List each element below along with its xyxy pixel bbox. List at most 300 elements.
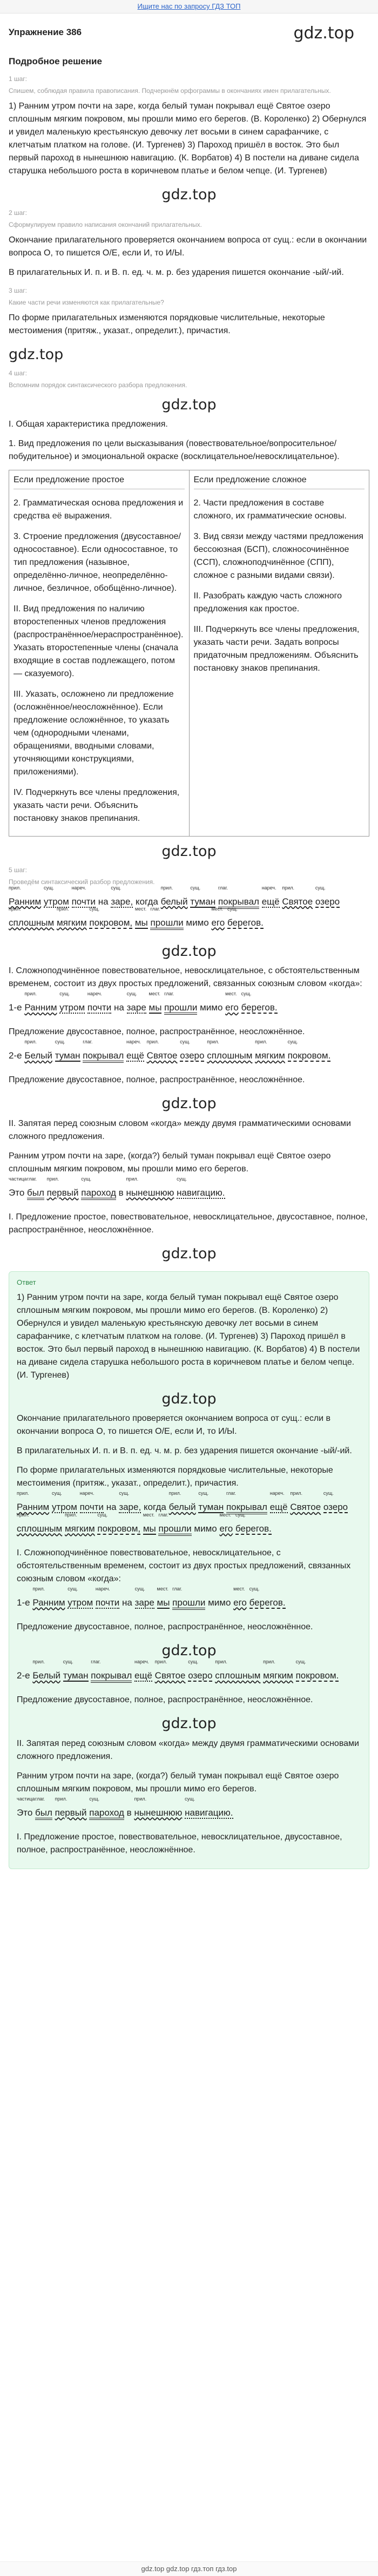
word-text: утром — [68, 1597, 93, 1608]
parsed-word — [24, 1039, 52, 1066]
word-text: покрывал — [226, 1502, 267, 1514]
word-text: берегов. — [227, 917, 264, 928]
word-text: его — [219, 1523, 233, 1534]
part-of-speech-tag: прил. — [263, 1659, 275, 1665]
part-of-speech-tag: глаг. — [164, 991, 174, 997]
word-text: белый — [168, 1502, 196, 1513]
parsed-word — [9, 906, 55, 933]
parsed-word — [46, 1176, 79, 1203]
step1-text: 1) Ранним утром почти на заре, когда белый туман покрывал ещё Святое озеро сплошным мягким покровом, мы прошли мимо его берегов. (В. Короленко) 2) Обернулся и увидел маленькую крестьянскую девочку лет восьми в синем сарафанчике, с клетчатым платком на голове. (И. Тургенев) 3) Пароход пришёл в восток. Это был первый пароход в нынешнюю навигацию. (К. Ворбатов) 4) В постели на диване сидела старушка небольшого роста в коричневом платье и белом чепце. (И. Тургенев) — [9, 101, 367, 176]
watermark: gdz.top — [293, 24, 354, 43]
parsed-word — [126, 1176, 174, 1203]
answer-text: Ранним утром почти на заре, (когда?) белый туман покрывал ещё Святое озеро сплошным мягким покровом, мы прошли мимо его берегов. — [17, 1771, 339, 1793]
column-items — [14, 497, 185, 825]
word-text: на — [98, 896, 109, 907]
word-text: туман — [198, 1502, 224, 1513]
column-item: III. Подчеркнуть все члены предложения, указать части речи. Задать вопросы придаточным предложениям. Объяснить постановку знаков препинания. — [193, 625, 360, 673]
part-of-speech-tag: сущ. — [295, 1659, 306, 1665]
part-of-speech-tag: мест. — [225, 991, 237, 997]
parsed-word — [97, 1512, 141, 1539]
parsed-word — [249, 1586, 286, 1613]
part-of-speech-tag: глаг. — [172, 1586, 183, 1592]
word-text: туман — [63, 1670, 89, 1681]
word-text: пароход — [81, 1188, 116, 1200]
part-of-speech-tag: сущ. — [198, 1491, 209, 1496]
parsed-word — [194, 1518, 217, 1539]
part-of-speech-tag: прил. — [55, 1796, 68, 1802]
parsed-word — [106, 1496, 117, 1518]
part-of-speech-tag: глаг. — [27, 1176, 37, 1182]
part-of-speech-tag: прил. — [160, 885, 173, 891]
word-text: ещё — [134, 1670, 152, 1681]
parsed-word — [261, 885, 280, 912]
word-text: покрывал — [83, 1050, 124, 1063]
part-number: 1-е — [9, 1002, 22, 1013]
word-text: Ранним — [17, 1502, 50, 1513]
word-text: утром — [43, 896, 69, 907]
part-of-speech-tag: мест. — [134, 906, 147, 912]
word-text: навигацию. — [177, 1187, 225, 1198]
part-of-speech-tag: нареч. — [71, 885, 86, 891]
parsed-word — [35, 1796, 52, 1823]
parsed-word — [208, 1592, 231, 1613]
parsed-word — [56, 906, 87, 933]
part-of-speech-tag: прил. — [290, 1491, 302, 1496]
word-text: мы — [134, 917, 148, 928]
parsed-word — [226, 1491, 267, 1518]
word-text: был — [35, 1808, 52, 1820]
word-text: озеро — [180, 1050, 205, 1061]
word-text: Это — [17, 1807, 33, 1818]
parsed-word — [126, 1039, 144, 1066]
watermark: gdz.top — [161, 186, 217, 203]
part-of-speech-tag: сущ. — [89, 1796, 100, 1802]
word-text: нынешнюю — [134, 1807, 183, 1818]
word-text: почти — [95, 1597, 120, 1608]
word-text: почти — [79, 1502, 104, 1513]
answer-text: I. Сложноподчинённое повествовательное, невосклицательное, с обстоятельственным временем, состоит из двух простых предложений, связанных союзным словом «когда»: — [17, 1548, 351, 1583]
word-text: Святое — [154, 1670, 186, 1681]
parsed-word — [122, 1592, 132, 1613]
parsed-word — [126, 991, 146, 1018]
parsed-word — [164, 991, 198, 1018]
parsed-words — [24, 991, 278, 1013]
part-of-speech-tag: нареч. — [95, 1586, 110, 1592]
watermark: gdz.top — [161, 1715, 217, 1732]
part-of-speech-tag: сущ. — [241, 991, 252, 997]
part-of-speech-tag: мест. — [148, 991, 160, 997]
column-item: II. Разобрать каждую часть сложного предложения как простое. — [193, 591, 342, 613]
parsed-words — [32, 1659, 339, 1681]
word-text: Святое — [282, 896, 313, 907]
analysis-text: I. Предложение простое, повествовательное, невосклицательное, двусоставное, полное, распространённое, неосложнённое. — [9, 1212, 368, 1235]
part-of-speech-tag: сущ. — [185, 1796, 195, 1802]
parsed-word — [64, 1512, 95, 1539]
part-of-speech-tag: прил. — [146, 1039, 159, 1045]
word-text: покровом, — [89, 917, 133, 928]
parsed-word — [89, 906, 133, 933]
word-text: туман — [55, 1050, 80, 1061]
parsed-word — [17, 1512, 63, 1539]
word-text: сплошным — [9, 917, 55, 928]
word-text: ещё — [261, 896, 280, 907]
word-text: ещё — [269, 1502, 288, 1513]
step-label: 1 шаг: — [9, 75, 28, 83]
part-of-speech-tag: нареч. — [126, 1039, 141, 1045]
watermark: gdz.top — [161, 1390, 217, 1407]
parsed-word — [323, 1491, 348, 1518]
part-of-speech-tag: глаг. — [83, 1039, 93, 1045]
part-of-speech-tag: сущ. — [227, 906, 238, 912]
part-of-speech-tag: прил. — [32, 1659, 45, 1665]
column-item: 3. Строение предложения (двусоставное/односоставное). Если односоставное, то тип предложения (назывное, определённо-личное, неопределённо-личное, безличное, обобщённо-личное). — [14, 532, 181, 593]
parsed-word — [111, 885, 133, 912]
parsed-word — [114, 997, 124, 1018]
watermark: gdz.top — [161, 942, 217, 960]
word-text: Ранним — [24, 1002, 57, 1013]
word-text: Святое — [290, 1502, 321, 1513]
parsed-word — [227, 906, 264, 933]
word-text: его — [233, 1597, 247, 1608]
answer-text: I. Предложение простое, повествовательное, невосклицательное, двусоставное, полное, распространённое, неосложнённое. — [17, 1832, 342, 1855]
word-text: прошли — [158, 1523, 191, 1536]
step-hint: Вспомним порядок синтаксического разбора предложения. — [9, 381, 187, 389]
part-of-speech-tag: нареч. — [269, 1491, 285, 1496]
part-of-speech-tag: прил. — [56, 906, 69, 912]
word-text: в — [126, 1807, 132, 1818]
parsed-word — [32, 1659, 60, 1686]
parsed-part — [17, 1659, 361, 1686]
rule-text: По форме прилагательных изменяются порядковые числительные, некоторые местоимения (притяж., указат., определит.), причастия. — [9, 313, 325, 335]
word-text: мягким — [255, 1050, 285, 1061]
part-of-speech-tag: глаг. — [218, 885, 228, 891]
parse-order-text: I. Общая характеристика предложения. — [9, 420, 168, 429]
part-of-speech-tag: прил. — [9, 885, 21, 891]
word-text: озеро — [323, 1502, 348, 1513]
step-label: 4 шаг: — [9, 369, 28, 377]
part-of-speech-tag: глаг. — [226, 1491, 236, 1496]
parsed-word — [154, 1659, 186, 1686]
word-text: когда — [135, 896, 158, 907]
parsed-word — [185, 1796, 233, 1823]
column-heading: Если предложение простое — [14, 474, 185, 489]
parsed-word — [215, 1659, 261, 1686]
parsed-word — [290, 1491, 321, 1518]
parsed-word — [225, 991, 239, 1018]
word-text: нынешнюю — [126, 1187, 174, 1198]
word-text: мягким — [263, 1670, 293, 1681]
parsed-word — [211, 906, 225, 933]
word-text: берегов. — [241, 1002, 278, 1013]
analysis-text: Предложение двусоставное, полное, распространённое, неосложнённое. — [9, 1027, 305, 1037]
word-text: Ранним — [9, 896, 42, 907]
part-of-speech-tag: мест. — [157, 1586, 168, 1592]
word-text: сплошным — [17, 1523, 63, 1534]
word-text: первый — [55, 1807, 87, 1818]
answer-text: По форме прилагательных изменяются порядковые числительные, некоторые местоимения (притяж., указат., определит.), причастия. — [17, 1466, 333, 1488]
word-text: был — [27, 1188, 44, 1200]
part-of-speech-tag: сущ. — [315, 885, 326, 891]
word-text: на — [106, 1502, 117, 1513]
part-of-speech-tag: сущ. — [188, 1659, 199, 1665]
word-text: заре — [126, 1002, 146, 1013]
word-text: заре, — [119, 1502, 141, 1513]
simple-sentence-column — [9, 470, 189, 836]
part-of-speech-tag: сущ. — [89, 906, 100, 912]
step-label: 3 шаг: — [9, 287, 28, 294]
watermark: gdz.top — [161, 843, 217, 860]
word-text: Белый — [24, 1050, 52, 1061]
footer: gdz.top gdz.top гдз.топ гдз.top — [0, 2561, 378, 2576]
word-text: в — [118, 1187, 124, 1198]
word-text: первый — [46, 1187, 79, 1198]
word-text: ещё — [126, 1050, 144, 1061]
parsed-part — [9, 991, 369, 1018]
word-text: почти — [71, 896, 96, 907]
parsed-word — [269, 1491, 288, 1518]
parsed-word — [241, 991, 278, 1018]
search-hint-link[interactable]: Ищите нас по запросу ГДЗ ТОП — [137, 2, 241, 10]
word-text: Белый — [32, 1670, 60, 1681]
part-of-speech-tag: прил. — [24, 991, 37, 997]
step-label: 5 шаг: — [9, 866, 28, 874]
parsed-word — [235, 1512, 272, 1539]
part-of-speech-tag: сущ. — [97, 1512, 108, 1518]
part-of-speech-tag: глаг. — [158, 1512, 168, 1518]
column-item: 2. Грамматическая основа предложения и средства её выражения. — [14, 498, 184, 521]
part-of-speech-tag: прил. — [154, 1659, 167, 1665]
parsed-word — [233, 1586, 247, 1613]
watermark: gdz.top — [161, 1095, 217, 1112]
part-number: 1-е — [17, 1597, 30, 1608]
analysis-text: II. Запятая перед союзным словом «когда» между двумя грамматическими основами сложного предложения. — [9, 1118, 351, 1141]
part-of-speech-tag: прил. — [207, 1039, 219, 1045]
part-of-speech-tag: сущ. — [180, 1039, 191, 1045]
analysis-text: Ранним утром почти на заре, (когда?) белый туман покрывал ещё Святое озеро сплошным мягким покровом, мы прошли мимо его берегов. — [9, 1151, 331, 1174]
parsed-word — [81, 1176, 116, 1203]
part-of-speech-tag: сущ. — [323, 1491, 334, 1496]
word-text: мимо — [200, 1002, 223, 1013]
part-of-speech-tag: сущ. — [190, 885, 201, 891]
word-text: покровом. — [287, 1050, 331, 1061]
parsed-word — [9, 1176, 27, 1203]
parsed-word — [143, 1512, 156, 1539]
word-text: прошли — [150, 918, 183, 930]
parse-order-table — [9, 470, 369, 837]
answer-block — [9, 1271, 369, 1869]
part-of-speech-tag: прил. — [17, 1491, 29, 1496]
part-of-speech-tag: нареч. — [79, 1491, 94, 1496]
parse-order-text: 1. Вид предложения по цели высказывания (повествовательное/вопросительное/побудительное) и эмоциональной окраске (восклицательное/невосклицательное). — [9, 439, 340, 461]
column-item: IV. Подчеркнуть все члены предложения, указать части речи. Объяснить постановку знаков препинания. — [14, 788, 180, 823]
parsed-word — [157, 1586, 170, 1613]
word-text: на — [114, 1002, 124, 1013]
solution-title: Подробное решение — [9, 56, 102, 66]
word-text: мы — [148, 1002, 162, 1013]
word-text: утром — [51, 1502, 77, 1513]
column-item: II. Вид предложения по наличию второстепенных членов предложения (распространённое/нераспространённое). Указать второстепенные члены (сначала входящие в состав подлежащего, потом — сказуемого). — [14, 604, 184, 678]
column-heading: Если предложение сложное — [194, 474, 365, 489]
answer-text: Окончание прилагательного проверяется окончанием вопроса от сущ.: если в окончании вопроса О, то пишется О/Е, если И, то И/Ы. — [17, 1414, 331, 1437]
parsed-word — [17, 1796, 35, 1823]
part-of-speech-tag: сущ. — [287, 1039, 298, 1045]
part-of-speech-tag: прил. — [46, 1176, 59, 1182]
word-text: покрывал — [218, 896, 259, 909]
part-of-speech-tag: мест. — [219, 1512, 231, 1518]
parsed-word — [134, 1659, 152, 1686]
watermark: gdz.top — [161, 1245, 217, 1262]
parsed-sentence — [17, 1796, 361, 1823]
parsed-word — [263, 1659, 293, 1686]
parsed-word — [200, 997, 222, 1018]
part-of-speech-tag: прил. — [24, 1039, 37, 1045]
parsed-words — [24, 1039, 331, 1061]
parsed-sentence — [17, 1491, 361, 1539]
complex-sentence-column — [189, 470, 369, 836]
parsed-word — [148, 991, 162, 1018]
part-of-speech-tag: сущ. — [119, 1491, 130, 1496]
parsed-word — [32, 1586, 65, 1613]
step-label: 2 шаг: — [9, 209, 28, 217]
step-hint: Какие части речи изменяются как прилагательные? — [9, 299, 164, 306]
word-text: пароход — [89, 1808, 124, 1820]
answer-text: В прилагательных И. п. и В. п. ед. ч. м. р. без ударения пишется окончание -ый/-ий. — [17, 1446, 352, 1456]
parsed-word — [177, 1176, 225, 1203]
part-of-speech-tag: прил. — [215, 1659, 227, 1665]
word-text: Это — [9, 1187, 25, 1198]
word-text: заре — [134, 1597, 154, 1608]
word-text: покровом, — [97, 1523, 141, 1534]
parsed-word — [59, 991, 85, 1018]
word-text: мягким — [56, 917, 87, 928]
parsed-sentence — [9, 885, 369, 933]
parsed-word — [218, 885, 259, 912]
part-of-speech-tag: сущ. — [63, 1659, 73, 1665]
part-of-speech-tag: прил. — [134, 1796, 147, 1802]
word-text: навигацию. — [185, 1807, 233, 1818]
parsed-word — [63, 1659, 89, 1686]
answer-text: Предложение двусоставное, полное, распространённое, неосложнённое. — [17, 1695, 313, 1705]
answer-text: 1) Ранним утром почти на заре, когда белый туман покрывал ещё Святое озеро сплошным мягким покровом, мы прошли мимо его берегов. (В. Короленко) 2) Обернулся и увидел маленькую крестьянскую девочку лет восьми в синем сарафанчике, с клетчатым платком на голове. (И. Тургенев) 3) Пароход пришёл в восток. Это был первый пароход в нынешнюю навигацию. (К. Ворбатов) 4) В постели на диване сидела старушка небольшого роста в коричневом платье и белом чепце. (И. Тургенев) — [17, 1292, 360, 1380]
parsed-word — [168, 1491, 196, 1518]
part-of-speech-tag: сущ. — [126, 991, 137, 997]
part-of-speech-tag: сущ. — [43, 885, 54, 891]
parsed-word — [24, 991, 57, 1018]
parsed-word — [180, 1039, 205, 1066]
step-hint: Спишем, соблюдая правила правописания. Подчеркнём орфограммы в окончаниях имен прилагательных. — [9, 86, 331, 95]
word-text: туман — [190, 896, 216, 907]
word-text: прошли — [172, 1597, 205, 1610]
part-of-speech-tag: прил. — [64, 1512, 77, 1518]
word-text: прошли — [164, 1002, 197, 1015]
parsed-word — [160, 885, 188, 912]
parsed-word — [89, 1796, 124, 1823]
part-of-speech-tag: нареч. — [134, 1659, 149, 1665]
part-of-speech-tag: сущ. — [111, 885, 122, 891]
parsed-word — [55, 1039, 80, 1066]
part-of-speech-tag: сущ. — [249, 1586, 260, 1592]
part-of-speech-tag: сущ. — [68, 1586, 78, 1592]
parsed-word — [150, 906, 184, 933]
answer-label: Ответ — [17, 1278, 36, 1287]
word-text: почти — [87, 1002, 112, 1013]
parsed-word — [68, 1586, 93, 1613]
part-of-speech-tag: мест. — [211, 906, 223, 912]
part-of-speech-tag: прил. — [126, 1176, 139, 1182]
part-of-speech-tag: сущ. — [51, 1491, 62, 1496]
part-number: 2-е — [9, 1050, 22, 1061]
solution-content — [0, 55, 378, 1869]
parsed-word — [146, 1039, 178, 1066]
word-text: мимо — [208, 1597, 231, 1608]
column-item: III. Указать, осложнено ли предложение (осложнённое/неосложнённое). Если предложение осложнённое, то указать чем (однородными членами, обращениями, вводными словами, уточняющими конструкциями, приложениями). — [14, 690, 174, 777]
parsed-word — [134, 1796, 183, 1823]
parsed-word — [55, 1796, 87, 1823]
part-of-speech-tag: прил. — [282, 885, 294, 891]
part-of-speech-tag: прил. — [9, 906, 21, 912]
part-number: 2-е — [17, 1670, 30, 1681]
step-hint: Проведём синтаксический разбор предложения. — [9, 878, 155, 886]
parsed-word — [295, 1659, 339, 1686]
word-text: когда — [143, 1502, 166, 1513]
word-text: берегов. — [249, 1597, 286, 1608]
part-of-speech-tag: нареч. — [261, 885, 276, 891]
word-text: белый — [160, 896, 188, 907]
analysis-text: I. Сложноподчинённое повествовательное, невосклицательное, с обстоятельственным временем, состоит из двух простых предложений, связанных союзным словом «когда»: — [9, 966, 362, 989]
part-of-speech-tag: мест. — [143, 1512, 155, 1518]
parsed-word — [127, 1802, 132, 1823]
parsed-word — [207, 1039, 253, 1066]
word-text: Ранним — [32, 1597, 65, 1608]
answer-text: Предложение двусоставное, полное, распространённое, неосложнённое. — [17, 1622, 313, 1631]
parsed-word — [255, 1039, 285, 1066]
parsed-part — [9, 1039, 369, 1066]
parsed-word — [119, 1182, 124, 1203]
word-text: озеро — [188, 1670, 213, 1681]
word-text: мимо — [194, 1523, 217, 1534]
part-of-speech-tag: глаг. — [91, 1659, 101, 1665]
step-hint: Сформулируем правило написания окончаний прилагательных. — [9, 221, 202, 228]
parsed-word — [158, 1512, 192, 1539]
word-text: заре, — [111, 896, 133, 907]
word-text: мягким — [64, 1523, 95, 1534]
part-of-speech-tag: прил. — [17, 1512, 29, 1518]
word-text: его — [225, 1002, 239, 1013]
rule-text: В прилагательных И. п. и В. п. ед. ч. м. р. без ударения пишется окончание -ый/-ий. — [9, 268, 344, 277]
parsed-word — [87, 991, 112, 1018]
parsed-part — [17, 1586, 361, 1613]
word-text: берегов. — [235, 1523, 272, 1534]
part-of-speech-tag: частица — [17, 1796, 35, 1802]
top-banner — [0, 0, 378, 14]
answer-text: II. Запятая перед союзным словом «когда» между двумя грамматическими основами сложного предложения. — [17, 1738, 359, 1761]
parsed-word — [134, 906, 148, 933]
word-text: сплошным — [215, 1670, 261, 1681]
parsed-word — [91, 1659, 132, 1686]
word-text: сплошным — [207, 1050, 253, 1061]
parsed-word — [119, 1491, 141, 1518]
word-text: его — [211, 917, 225, 928]
column-item: 2. Части предложения в составе сложного, их грамматические основы. — [193, 498, 347, 521]
watermark: gdz.top — [161, 1642, 217, 1659]
parsed-words — [32, 1586, 286, 1608]
word-text: покрывал — [91, 1670, 132, 1683]
word-text: покровом. — [295, 1670, 339, 1681]
word-text: мы — [143, 1523, 156, 1534]
part-of-speech-tag: сущ. — [81, 1176, 92, 1182]
exercise-header — [0, 14, 378, 48]
parsed-word — [219, 1512, 233, 1539]
